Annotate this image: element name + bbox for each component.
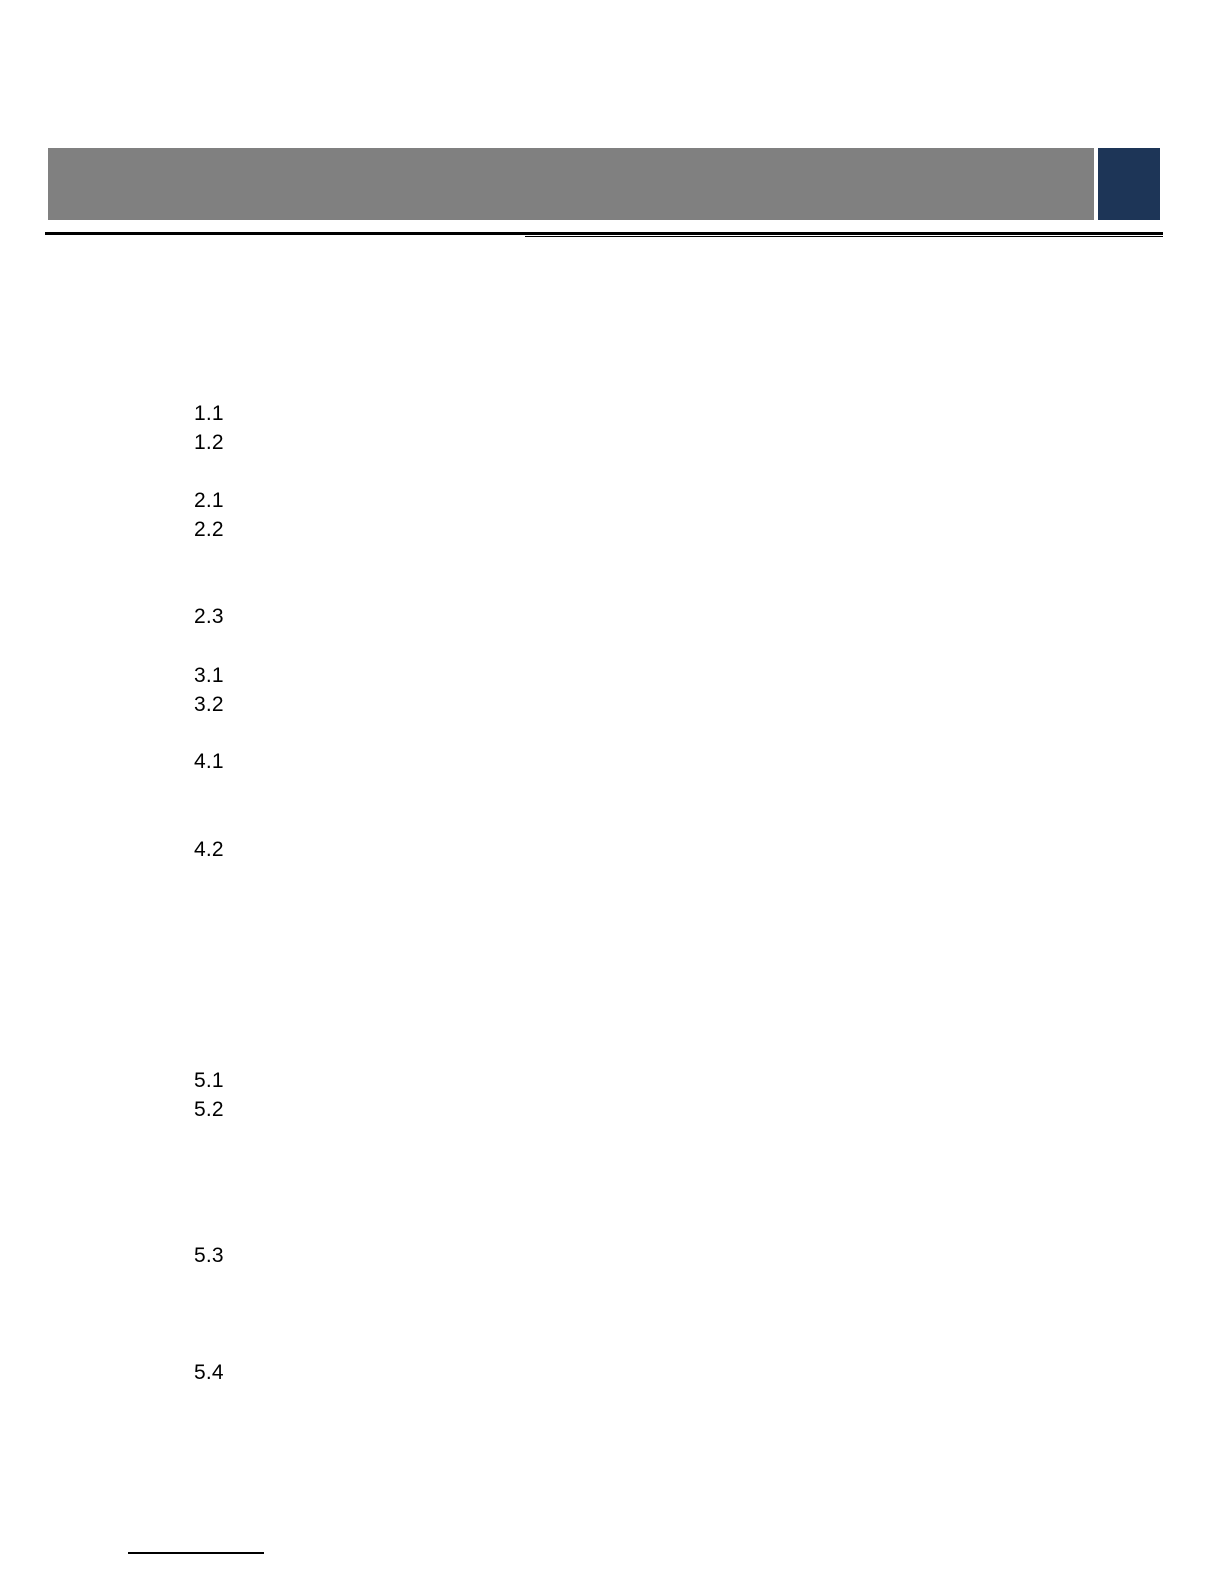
toc-entry-4-1[interactable]: 4.1 [194, 750, 224, 773]
toc-entry-5-4[interactable]: 5.4 [194, 1361, 224, 1384]
toc-entry-3-1[interactable]: 3.1 [194, 664, 224, 687]
toc-entry-2-2[interactable]: 2.2 [194, 518, 224, 541]
footnote-separator [128, 1552, 264, 1554]
toc-entry-1-1[interactable]: 1.1 [194, 402, 224, 425]
toc-entry-3-2[interactable]: 3.2 [194, 693, 224, 716]
toc-entry-5-3[interactable]: 5.3 [194, 1244, 224, 1267]
toc-entry-2-1[interactable]: 2.1 [194, 489, 224, 512]
toc-entry-4-2[interactable]: 4.2 [194, 838, 224, 861]
toc-entry-5-1[interactable]: 5.1 [194, 1069, 224, 1092]
toc-entry-5-2[interactable]: 5.2 [194, 1098, 224, 1121]
toc-entry-2-3[interactable]: 2.3 [194, 605, 224, 628]
toc-entry-1-2[interactable]: 1.2 [194, 431, 224, 454]
